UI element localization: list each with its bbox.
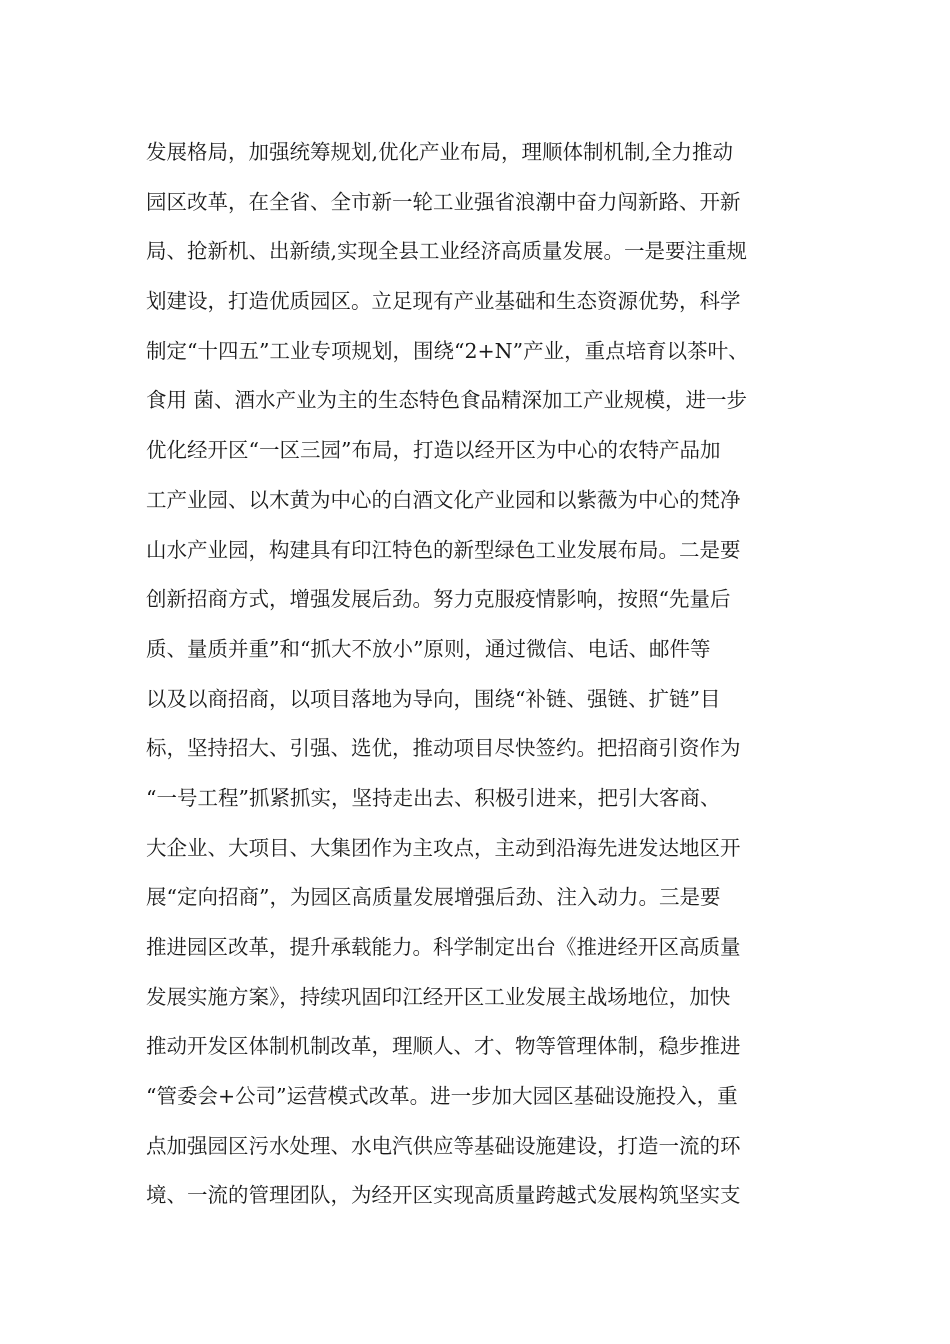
text-line: 点加强园区污水处理、水电汽供应等基础设施建设，打造一流的环 [146, 1133, 741, 1158]
text-line: 划建设，打造优质园区。立足现有产业基础和生态资源优势，科学 [146, 289, 741, 314]
text-line: 标，坚持招大、引强、选优，推动项目尽快签约。把招商引资作为 [146, 736, 741, 761]
text-line: 创新招商方式，增强发展后劲。努力克服疫情影响，按照“先量后 [146, 587, 731, 612]
text-line: 优化经开区“一区三园”布局，打造以经开区为中心的农特产品加 [146, 438, 721, 463]
text-line: 制定“十四五”工业专项规划，围绕“2+N”产业，重点培育以茶叶、 [146, 338, 749, 363]
text-line: 质、量质并重”和“抓大不放小”原则，通过微信、电话、邮件等 [146, 636, 711, 661]
text-line: 工产业园、以木黄为中心的白酒文化产业园和以紫薇为中心的梵净 [146, 487, 741, 512]
text-line: 推动开发区体制机制改革，理顺人、才、物等管理体制，稳步推进 [146, 1034, 741, 1059]
text-line: 境、一流的管理团队，为经开区实现高质量跨越式发展构筑坚实支 [146, 1183, 741, 1208]
text-line: “一号工程”抓紧抓实，坚持走出去、积极引进来，把引大客商、 [146, 785, 721, 810]
body-paragraph [146, 128, 806, 1221]
text-line: “管委会+公司”运营模式改革。进一步加大园区基础设施投入，重 [146, 1084, 738, 1109]
text-line: 展“定向招商”，为园区高质量发展增强后劲、注入动力。三是要 [146, 885, 721, 910]
text-line: 山水产业园，构建具有印江特色的新型绿色工业发展布局。二是要 [146, 537, 741, 562]
text-line: 发展格局，加强统筹规划,优化产业布局，理顺体制机制,全力推动 [146, 140, 734, 164]
text-line: 大企业、大项目、大集团作为主攻点，主动到沿海先进发达地区开 [146, 835, 741, 860]
text-line: 局、抢新机、出新绩,实现全县工业经济高质量发展。一是要注重规 [146, 239, 748, 264]
text-line: 以及以商招商，以项目落地为导向，围绕“补链、强链、扩链”目 [146, 686, 721, 711]
text-line: 食用 菌、酒水产业为主的生态特色食品精深加工产业规模，进一步 [146, 388, 748, 413]
text-line: 园区改革，在全省、全市新一轮工业强省浪潮中奋力闯新路、开新 [146, 189, 741, 214]
text-line: 推进园区改革，提升承载能力。科学制定出台《推进经开区高质量 [146, 935, 741, 959]
text-line: 发展实施方案》，持续巩固印江经开区工业发展主战场地位，加快 [146, 984, 731, 1009]
